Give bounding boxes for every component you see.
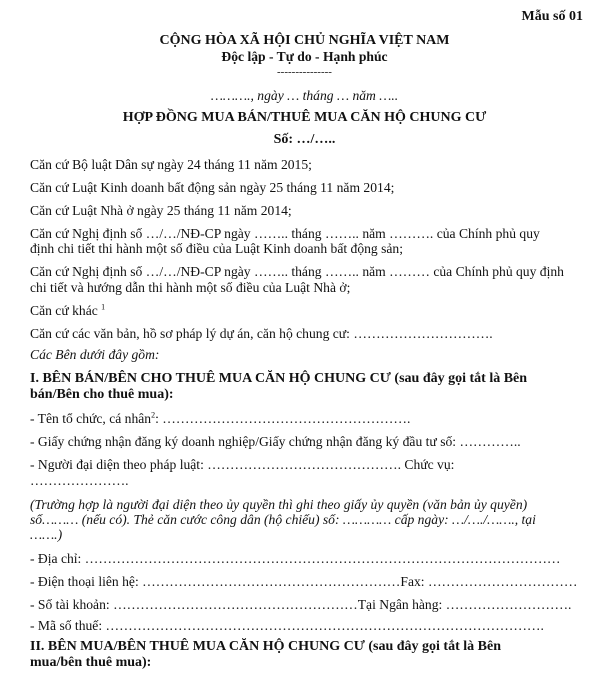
seller-representative: - Người đại diện theo pháp luật: ……………………………………. Chức vụ: — [30, 457, 455, 472]
seller-org-name — [30, 411, 410, 427]
contract-number: Số: …/….. — [273, 132, 336, 147]
legal-basis-housing-law: Căn cứ Luật Nhà ở ngày 25 tháng 11 năm 2014; — [30, 203, 292, 218]
legal-basis-other-label: Căn cứ khác — [30, 303, 98, 318]
seller-address: - Địa chỉ: …………………………………………………………………………………………… — [30, 551, 561, 566]
legal-basis-project-docs: Căn cứ các văn bản, hồ sơ pháp lý dự án, căn hộ chung cư: …………………………. — [30, 326, 493, 341]
seller-phone-fax: - Điện thoại liên hệ: …………………………………………………Fax: …………………………… — [30, 574, 578, 589]
legal-basis-decree-1-line2: định chi tiết thi hành một số điều của Luật Kinh doanh bất động sản; — [30, 241, 404, 256]
authorization-note-line2: số……… (nếu có). Thẻ căn cước công dân (hộ chiếu) số: ………… cấp ngày: …/…./……., tại — [30, 512, 536, 527]
section-1-title-line1: I. BÊN BÁN/BÊN CHO THUÊ MUA CĂN HỘ CHUNG CƯ (sau đây gọi tắt là Bên — [30, 371, 528, 386]
section-1-title-line2: bán/Bên cho thuê mua): — [30, 387, 174, 402]
footnote-marker-2: 2 — [151, 410, 156, 420]
legal-basis-real-estate-law: Căn cứ Luật Kinh doanh bất động sản ngày 25 tháng 11 năm 2014; — [30, 180, 395, 195]
header-divider: --------------- — [277, 66, 332, 78]
section-2-title-line1: II. BÊN MUA/BÊN THUÊ MUA CĂN HỘ CHUNG CƯ (sau đây gọi tắt là Bên — [30, 639, 501, 654]
section-2-title-line2: mua/bên thuê mua): — [30, 655, 152, 670]
legal-basis-civil-code: Căn cứ Bộ luật Dân sự ngày 24 tháng 11 năm 2015; — [30, 157, 312, 172]
legal-basis-decree-2-line2: chi tiết và hướng dẫn thi hành một số điều của Luật Nhà ở; — [30, 280, 351, 295]
national-motto: Độc lập - Tự do - Hạnh phúc — [221, 49, 388, 64]
authorization-note-line1: (Trường hợp là người đại diện theo ủy quyền thì ghi theo giấy ủy quyền (văn bản ủy quyền) — [30, 497, 528, 512]
country-name: CỘNG HÒA XÃ HỘI CHỦ NGHĨA VIỆT NAM — [159, 33, 450, 48]
seller-bank-account: - Số tài khoản: ………………………………………………Tại Ngân hàng: ………………………. — [30, 597, 572, 612]
seller-org-name-dots: : ………………………………………………. — [155, 411, 411, 426]
parties-intro: Các Bên dưới đây gồm: — [30, 347, 160, 362]
authorization-note-line3: …….) — [30, 527, 63, 542]
seller-org-name-label: - Tên tổ chức, cá nhân — [30, 411, 152, 426]
date-line: ………., ngày … tháng … năm ….. — [210, 88, 399, 103]
seller-representative-position: …………………. — [30, 473, 129, 488]
document-title: HỢP ĐỒNG MUA BÁN/THUÊ MUA CĂN HỘ CHUNG CƯ — [122, 110, 487, 125]
footnote-marker-1: 1 — [101, 302, 106, 312]
legal-basis-other — [30, 303, 105, 319]
legal-basis-decree-2-line1: Căn cứ Nghị định số …/…/NĐ-CP ngày …….. tháng …….. năm ……… của Chính phủ quy định — [30, 264, 564, 279]
legal-basis-decree-1-line1: Căn cứ Nghị định số …/…/NĐ-CP ngày …….. tháng …….. năm ………. của Chính phủ quy — [30, 226, 540, 241]
seller-tax-code: - Mã số thuế: ……………………………………………………………………………………. — [30, 618, 544, 633]
seller-certificate: - Giấy chứng nhận đăng ký doanh nghiệp/Giấy chứng nhận đăng ký đầu tư số: ………….. — [30, 434, 521, 449]
form-number: Mẫu số 01 — [521, 9, 583, 24]
